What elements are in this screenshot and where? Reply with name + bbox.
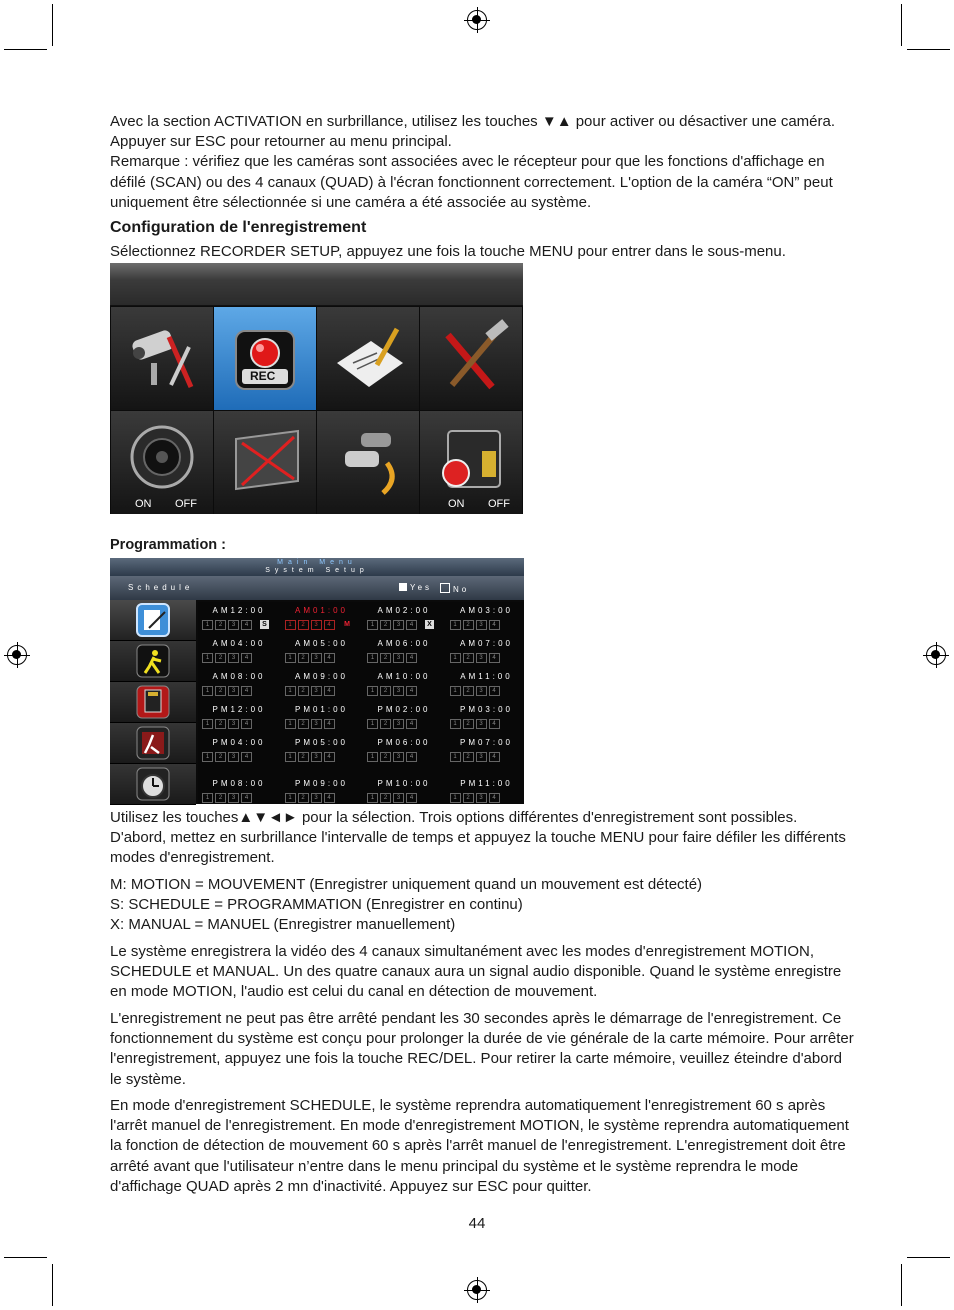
slot-channels — [450, 752, 500, 762]
channel-box: 4 — [324, 686, 335, 696]
channel-box: 3 — [228, 653, 239, 663]
channel-box: 4 — [324, 719, 335, 729]
channel-box: 3 — [311, 653, 322, 663]
channel-box: 3 — [476, 752, 487, 762]
channel-box: 1 — [450, 653, 461, 663]
channel-box: 3 — [393, 793, 404, 803]
slot-time: AM02:00 — [377, 606, 431, 615]
channel-box: 2 — [463, 686, 474, 696]
paragraph: Le système enregistrera la vidéo des 4 canaux simultanément avec les modes d'enregistrement MOTION, SCHEDULE et MANUAL. Un des quatre canaux aura un signal audio disponible. Quand le système enregistre en mode MOTION, l'audio est celui du canal en détection de mouvement. — [110, 943, 842, 1001]
channel-box: 3 — [393, 620, 404, 630]
page-number: 44 — [468, 1215, 486, 1232]
schedule-side-menu — [110, 600, 196, 804]
channel-box: 2 — [215, 752, 226, 762]
crop-mark — [52, 1264, 53, 1306]
on-label: ON — [135, 498, 152, 510]
channel-box: 2 — [298, 752, 309, 762]
channel-box: 1 — [450, 686, 461, 696]
slot-channels — [450, 653, 500, 663]
menu-tile-document — [317, 307, 419, 410]
registration-mark-icon — [7, 645, 27, 665]
slot-time: AM04:00 — [212, 639, 266, 648]
channel-box: 3 — [476, 653, 487, 663]
channel-box: 3 — [228, 686, 239, 696]
schedule-slot[interactable] — [363, 602, 445, 635]
channel-box: 4 — [489, 653, 500, 663]
channel-box: 2 — [298, 719, 309, 729]
channel-box: 1 — [285, 620, 296, 630]
channel-box: 1 — [285, 752, 296, 762]
channel-box: 2 — [380, 719, 391, 729]
channel-box: 4 — [241, 719, 252, 729]
slot-channels — [285, 752, 335, 762]
side-item-motion — [110, 641, 196, 682]
slot-time: PM11:00 — [460, 779, 513, 788]
paragraph: En mode d'enregistrement SCHEDULE, le système reprendra automatiquement l'enregistrement 60 s après l'arrêt manuel de l'enregistrement. En mode d'enregistrement MOTION, le système reprendra automatiquement la fonction de détection de mouvement 60 s après l'arrêt manuel de l'enregistrement. L'enregistrement doit être arrêté avant que l'utilisateur n’entre dans le menu principal du système et le système reprendra le mode d'affichage QUAD après 2 mn d'inactivité. Appuyez sur ESC pour quitter. — [110, 1097, 849, 1195]
camera-tools-icon — [111, 307, 213, 410]
channel-box: 1 — [202, 719, 213, 729]
slot-channels — [285, 620, 335, 630]
menu-tile-tools — [420, 307, 522, 410]
channel-box: 1 — [367, 719, 378, 729]
crop-mark — [907, 1257, 950, 1258]
checkbox-icon — [399, 583, 407, 591]
channel-box: 1 — [285, 793, 296, 803]
channel-box: 2 — [215, 620, 226, 630]
slot-channels — [367, 653, 417, 663]
motion-icon — [135, 643, 171, 679]
schedule-slot[interactable] — [198, 602, 280, 635]
schedule-slot[interactable] — [281, 635, 363, 668]
channel-box: 2 — [463, 719, 474, 729]
slot-time: PM08:00 — [212, 779, 266, 788]
slot-time: AM06:00 — [377, 639, 431, 648]
slot-channels — [285, 686, 335, 696]
schedule-slot[interactable] — [363, 775, 445, 808]
schedule-header — [110, 576, 524, 600]
main-menu-title: Main Menu — [277, 559, 357, 566]
slot-channels — [202, 620, 252, 630]
channel-box: 4 — [406, 653, 417, 663]
channel-box: 3 — [476, 620, 487, 630]
slot-time: PM07:00 — [459, 738, 514, 747]
slot-channels — [367, 686, 417, 696]
slot-channels — [202, 719, 252, 729]
programmation-label: Programmation : — [110, 537, 227, 553]
menu-tile-sd-card — [420, 411, 522, 514]
schedule-slot[interactable] — [363, 734, 445, 767]
channel-box: 4 — [241, 752, 252, 762]
channel-box: 1 — [202, 686, 213, 696]
channel-box: 2 — [215, 793, 226, 803]
slot-channels — [285, 719, 335, 729]
channel-box: 4 — [406, 620, 417, 630]
rec-icon — [214, 307, 316, 410]
slot-time: PM12:00 — [212, 705, 266, 714]
schedule-screenshot — [110, 558, 524, 804]
registration-mark-icon — [467, 1280, 487, 1300]
slot-time: AM03:00 — [459, 606, 514, 615]
channel-box: 3 — [228, 793, 239, 803]
paragraph: Sélectionnez RECORDER SETUP, appuyez une fois la touche MENU pour entrer dans le sous-menu. — [110, 243, 786, 260]
slot-channels — [202, 686, 252, 696]
schedule-label: Schedule — [128, 583, 194, 592]
channel-box: 1 — [285, 653, 296, 663]
timer-icon — [135, 766, 171, 802]
paragraph: Remarque : vérifiez que les caméras sont associées avec le récepteur pour que les fonctions d'affichage en défilé (SCAN) ou des 4 canaux (QUAD) à l'écran fonctionnent correctement. L'option de la caméra “ON” peut uniquement être sélectionnée si une caméra a été associée au système. — [110, 153, 833, 211]
no-option — [440, 583, 469, 594]
channel-box: 3 — [311, 620, 322, 630]
slot-channels — [450, 793, 500, 803]
channel-box: 4 — [324, 793, 335, 803]
channel-box: 1 — [367, 620, 378, 630]
slot-time: PM09:00 — [294, 779, 349, 788]
slot-channels — [367, 620, 417, 630]
menu-tile-cameras — [317, 411, 419, 514]
side-item-record — [110, 682, 196, 723]
schedule-slot[interactable] — [281, 701, 363, 734]
channel-box: 2 — [298, 653, 309, 663]
channel-box: 3 — [311, 752, 322, 762]
channel-box: 1 — [285, 686, 296, 696]
channel-box: 3 — [476, 719, 487, 729]
slot-time: PM03:00 — [459, 705, 514, 714]
off-label: OFF — [488, 498, 510, 510]
schedule-slot[interactable] — [198, 668, 280, 701]
channel-box: 4 — [406, 752, 417, 762]
slot-time: AM01:00 — [294, 606, 349, 615]
no-label: No — [453, 585, 470, 594]
channel-box: 2 — [215, 719, 226, 729]
checkbox-icon — [440, 583, 450, 593]
schedule-slot[interactable] — [281, 602, 363, 635]
schedule-slot[interactable] — [446, 602, 528, 635]
slot-time: PM06:00 — [377, 738, 431, 747]
slot-channels — [202, 752, 252, 762]
channel-box: 4 — [489, 686, 500, 696]
channel-box: 4 — [241, 620, 252, 630]
channel-box: 3 — [228, 752, 239, 762]
slot-mode: M — [344, 621, 350, 628]
crop-mark — [52, 4, 53, 46]
schedule-slot[interactable] — [281, 734, 363, 767]
slot-channels — [202, 653, 252, 663]
channel-box: 1 — [202, 793, 213, 803]
schedule-slot[interactable] — [281, 668, 363, 701]
channel-box: 2 — [463, 793, 474, 803]
channel-box: 2 — [215, 686, 226, 696]
schedule-slot[interactable] — [363, 635, 445, 668]
slot-time: PM04:00 — [212, 738, 266, 747]
channel-box: 3 — [311, 686, 322, 696]
channel-box: 4 — [324, 752, 335, 762]
slot-channels — [367, 793, 417, 803]
channel-box: 3 — [393, 653, 404, 663]
channel-box: 1 — [367, 752, 378, 762]
schedule-slot[interactable] — [446, 635, 528, 668]
slot-time: AM08:00 — [212, 672, 266, 681]
channel-box: 4 — [406, 686, 417, 696]
crop-mark — [901, 1264, 902, 1306]
channel-box: 1 — [202, 752, 213, 762]
screen-off-icon — [214, 411, 316, 514]
slot-channels — [450, 620, 500, 630]
channel-box: 4 — [406, 793, 417, 803]
side-item-timer — [110, 764, 196, 805]
mode-list — [110, 875, 855, 936]
channel-box: 1 — [202, 653, 213, 663]
channel-box: 1 — [285, 719, 296, 729]
paragraph: Avec la section ACTIVATION en surbrillance, utilisez les touches ▼▲ pour activer ou désactiver une caméra. Appuyer sur ESC pour retourner au menu principal. — [110, 113, 836, 151]
channel-box: 4 — [241, 686, 252, 696]
slot-mode: X — [425, 620, 434, 629]
slot-time: AM10:00 — [377, 672, 431, 681]
slot-time: AM05:00 — [294, 639, 349, 648]
main-menu-screenshot — [110, 263, 523, 514]
menu-tile-screen — [214, 411, 316, 514]
channel-box: 4 — [241, 793, 252, 803]
channel-box: 1 — [367, 793, 378, 803]
sd-save-icon — [135, 684, 171, 720]
schedule-slot[interactable] — [198, 635, 280, 668]
slot-time: AM09:00 — [294, 672, 349, 681]
mode-schedule: S: SCHEDULE = PROGRAMMATION (Enregistrer en continu) — [110, 896, 523, 914]
channel-box: 2 — [380, 752, 391, 762]
channel-box: 3 — [311, 719, 322, 729]
channel-box: 4 — [241, 653, 252, 663]
schedule-slot[interactable] — [198, 701, 280, 734]
channel-box: 1 — [450, 620, 461, 630]
channel-box: 1 — [367, 653, 378, 663]
registration-mark-icon — [467, 10, 487, 30]
motion-grid-icon — [135, 725, 171, 761]
channel-box: 4 — [489, 752, 500, 762]
channel-box: 2 — [380, 653, 391, 663]
channel-box: 1 — [450, 752, 461, 762]
side-item-motion-area — [110, 723, 196, 764]
slot-time: PM10:00 — [377, 779, 431, 788]
yes-label: Yes — [410, 583, 433, 592]
channel-box: 2 — [380, 620, 391, 630]
menu-tile-recorder-setup — [214, 307, 316, 410]
slot-time: AM12:00 — [212, 606, 266, 615]
slot-channels — [450, 719, 500, 729]
schedule-title-bar — [110, 558, 524, 576]
mode-motion: M: MOTION = MOUVEMENT (Enregistrer uniquement quand un mouvement est détecté) — [110, 876, 703, 893]
channel-box: 3 — [393, 719, 404, 729]
on-label: ON — [448, 498, 465, 510]
menu-title-bar — [110, 263, 523, 306]
channel-box: 3 — [476, 793, 487, 803]
channel-box: 2 — [380, 686, 391, 696]
schedule-slot[interactable] — [363, 668, 445, 701]
channel-box: 3 — [311, 793, 322, 803]
slot-channels — [285, 653, 335, 663]
schedule-slot[interactable] — [281, 775, 363, 808]
slot-channels — [202, 793, 252, 803]
schedule-slot[interactable] — [446, 775, 528, 808]
slot-channels — [450, 686, 500, 696]
slot-time: PM01:00 — [294, 705, 349, 714]
channel-box: 3 — [228, 620, 239, 630]
channel-box: 4 — [489, 793, 500, 803]
channel-box: 4 — [406, 719, 417, 729]
slot-channels — [285, 793, 335, 803]
channel-box: 1 — [367, 686, 378, 696]
crop-mark — [901, 4, 902, 46]
tools-icon — [420, 307, 522, 410]
channel-box: 4 — [489, 719, 500, 729]
channel-box: 2 — [463, 752, 474, 762]
speaker-icon — [111, 411, 213, 514]
slot-channels — [367, 719, 417, 729]
paragraph: Utilisez les touches▲▼◄► pour la sélection. Trois options différentes d'enregistrement sont possibles. D'abord, mettez en surbrillance l'intervalle de temps et appuyez la touche MENU pour faire défiler les différents modes d'enregistrement. — [110, 809, 846, 867]
channel-box: 1 — [450, 793, 461, 803]
registration-mark-icon — [926, 645, 946, 665]
schedule-slot[interactable] — [198, 734, 280, 767]
channel-box: 2 — [463, 653, 474, 663]
channel-box: 1 — [202, 620, 213, 630]
slot-channels — [367, 752, 417, 762]
channel-box: 3 — [228, 719, 239, 729]
menu-tile-camera — [111, 307, 213, 410]
channel-box: 1 — [450, 719, 461, 729]
slot-time: PM02:00 — [377, 705, 431, 714]
schedule-slot[interactable] — [446, 701, 528, 734]
document-pen-icon — [317, 307, 419, 410]
channel-box: 2 — [215, 653, 226, 663]
camera-pair-icon — [317, 411, 419, 514]
slot-mode: S — [260, 620, 269, 629]
schedule-slot[interactable] — [363, 701, 445, 734]
crop-mark — [4, 49, 47, 50]
mode-manual: X: MANUAL = MANUEL (Enregistrer manuellement) — [110, 916, 456, 934]
section-heading: Configuration de l'enregistrement — [110, 219, 367, 236]
channel-box: 3 — [476, 686, 487, 696]
yes-option — [399, 583, 432, 592]
schedule-grid — [198, 602, 524, 804]
channel-box: 2 — [380, 793, 391, 803]
side-item-schedule — [110, 600, 196, 641]
paragraph: L'enregistrement ne peut pas être arrêté pendant les 30 secondes après le démarrage de l'enregistrement. Ce fonctionnement du système est conçu pour prolonger la durée de vie générale de la carte mémoire. Pour arrêter l'enregistrement, appuyez une fois la touche REC/DEL. Pour retirer la carte mémoire, veuillez éteindre d'abord le système. — [110, 1010, 854, 1088]
intro-text-block — [110, 112, 855, 213]
system-setup-title: System Setup — [265, 567, 369, 574]
channel-box: 2 — [298, 686, 309, 696]
channel-box: 2 — [298, 620, 309, 630]
slot-time: AM07:00 — [459, 639, 514, 648]
schedule-slot[interactable] — [446, 668, 528, 701]
rec-label: REC — [250, 369, 276, 383]
schedule-slot[interactable] — [446, 734, 528, 767]
channel-box: 2 — [463, 620, 474, 630]
channel-box: 2 — [298, 793, 309, 803]
channel-box: 3 — [393, 686, 404, 696]
channel-box: 4 — [489, 620, 500, 630]
schedule-slot[interactable] — [198, 775, 280, 808]
channel-box: 3 — [393, 752, 404, 762]
menu-tile-audio — [111, 411, 213, 514]
channel-box: 4 — [324, 620, 335, 630]
slot-time: PM05:00 — [294, 738, 349, 747]
slot-time: AM11:00 — [460, 672, 513, 681]
channel-box: 4 — [324, 653, 335, 663]
off-label: OFF — [175, 498, 197, 510]
crop-mark — [907, 49, 950, 50]
crop-mark — [4, 1257, 47, 1258]
schedule-edit-icon — [135, 602, 171, 638]
